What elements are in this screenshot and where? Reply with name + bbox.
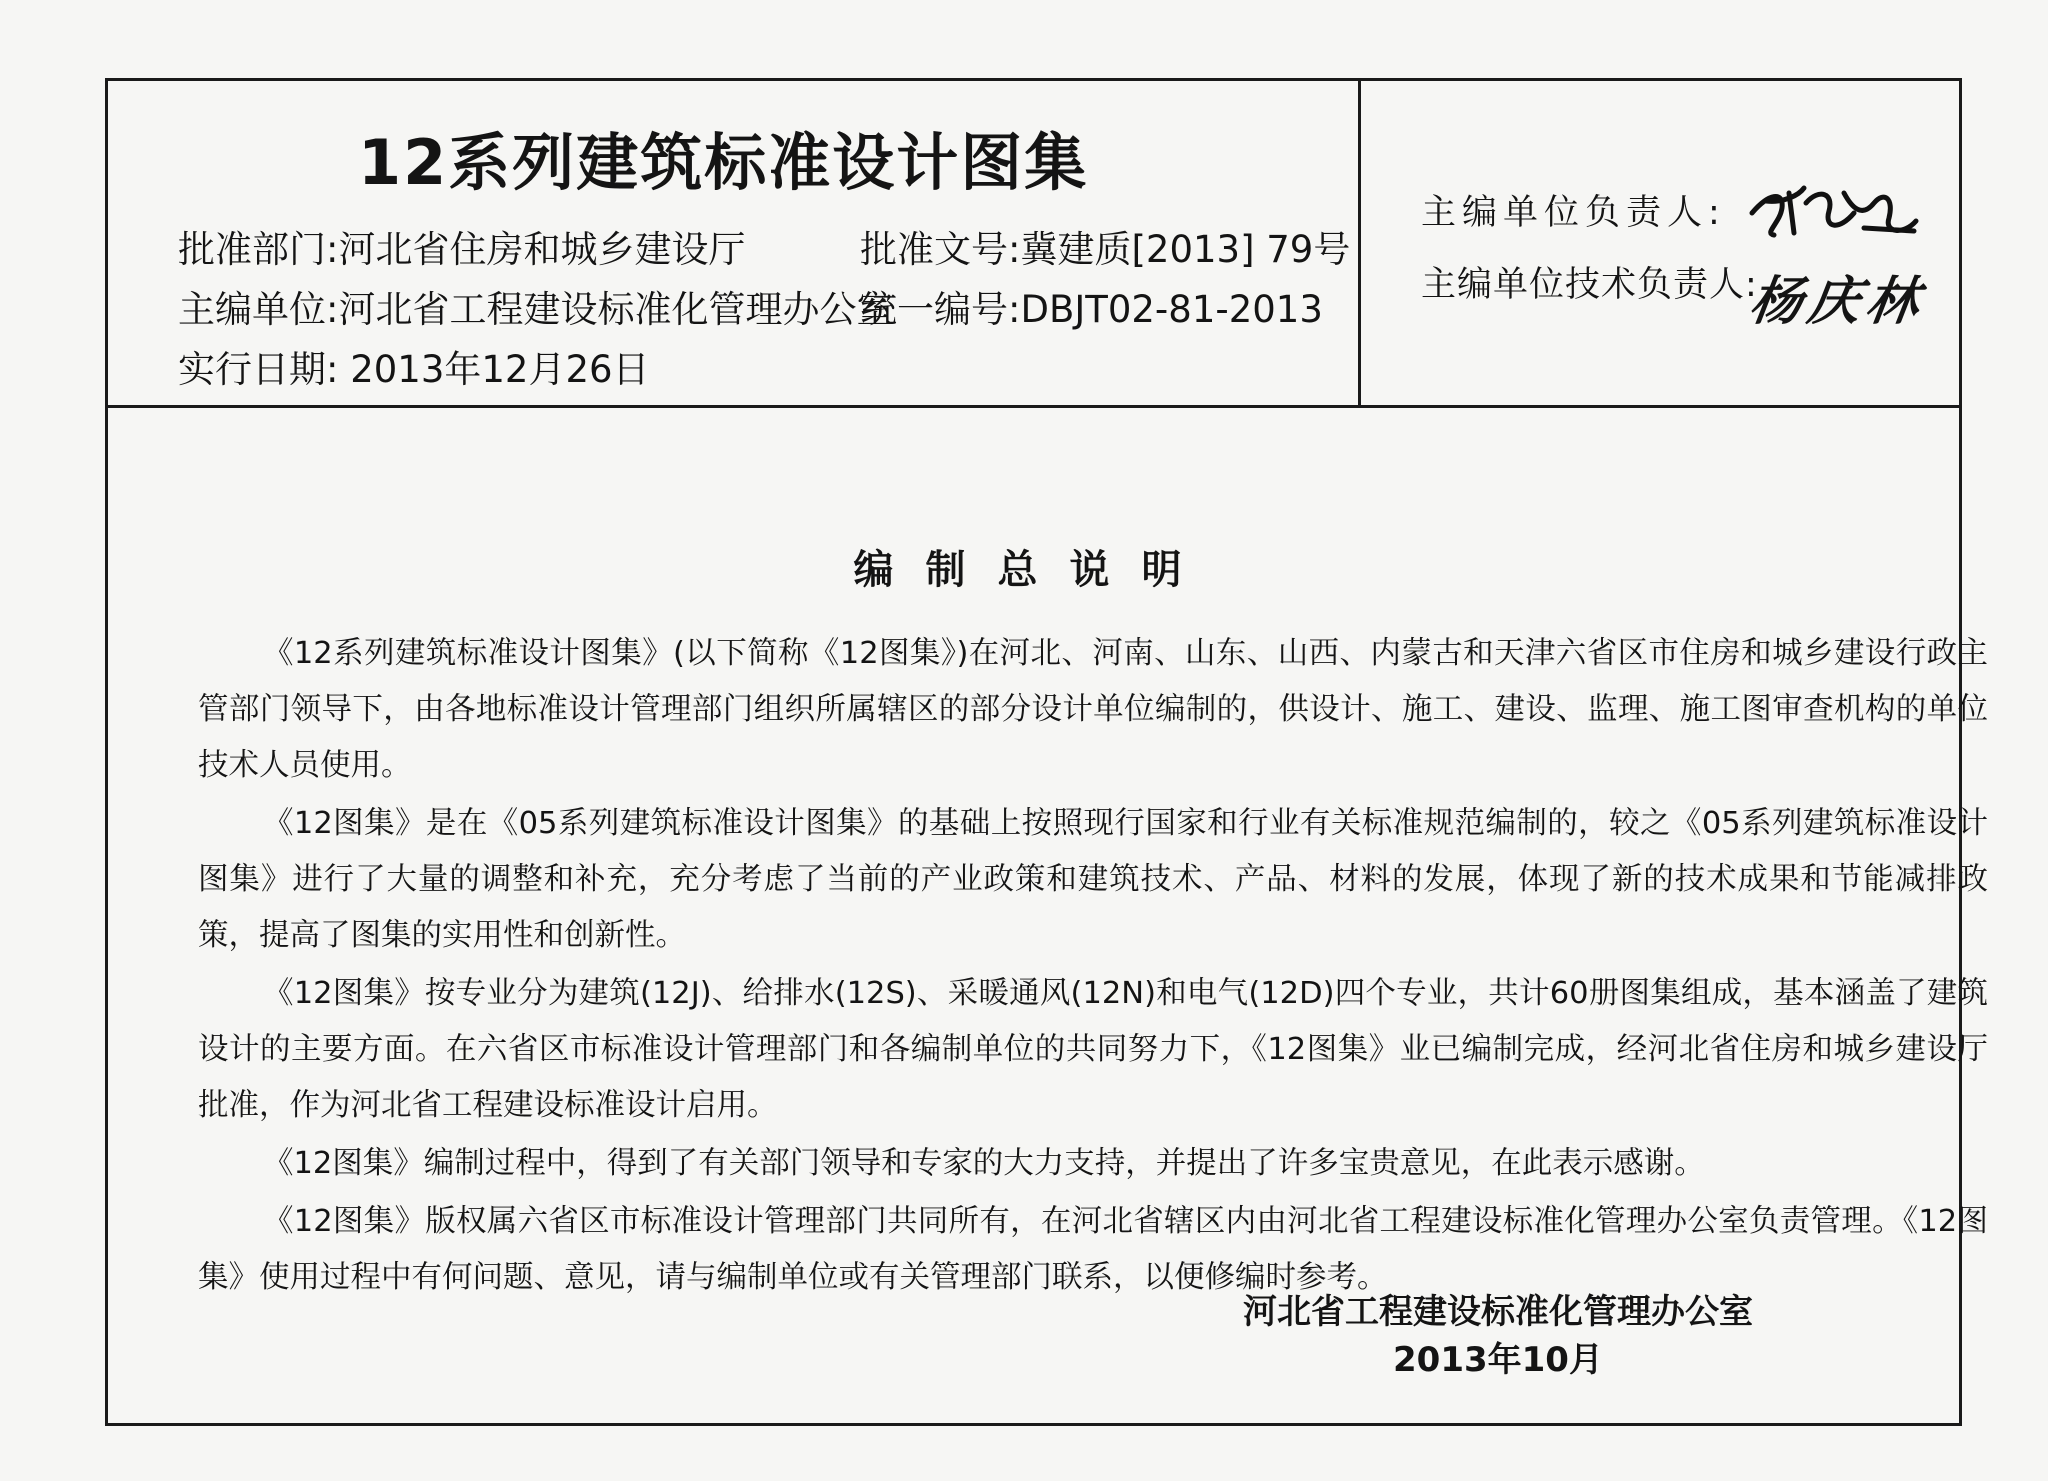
paragraph: 《12系列建筑标准设计图集》(以下简称《12图集》)在河北、河南、山东、山西、内蒙古和天津六省区市住房和城乡建设行政主管部门领导下，由各地标准设计管理部门组织所属辖区的部分设计单位编制的，供设计、施工、建设、监理、施工图审查机构的单位技术人员使用。 (198, 636, 1988, 783)
title-block (108, 81, 1959, 408)
document-frame (105, 78, 1988, 1426)
approval-doc: 批准文号:冀建质[2013] 79号 (860, 228, 1351, 271)
unified-number: 统一编号:DBJT02-81-2013 (860, 288, 1323, 331)
paragraph-list (198, 626, 1988, 1308)
approval-dept: 批准部门:河北省住房和城乡建设厅 (178, 228, 746, 271)
paragraph: 《12图集》版权属六省区市标准设计管理部门共同所有，在河北省辖区内由河北省工程建设标准化管理办公室负责管理。《12图集》使用过程中有何问题、意见，请与编制单位或有关管理部门联系，以便修编时参考。 (198, 1204, 1988, 1295)
effective-date: 实行日期: 2013年12月26日 (178, 348, 650, 391)
paragraph: 《12图集》按专业分为建筑(12J)、给排水(12S)、采暖通风(12N)和电气(12D)四个专业，共计60册图集组成，基本涵盖了建筑设计的主要方面。在六省区市标准设计管理部门和各编制单位的共同努力下，《12图集》业已编制完成，经河北省住房和城乡建设厅批准，作为河北省工程建设标准设计启用。 (198, 976, 1988, 1123)
responsible-persons (1358, 81, 1959, 405)
chief-unit: 主编单位:河北省工程建设标准化管理办公室 (178, 288, 894, 331)
section-title: 编制总说明 (853, 547, 1214, 593)
signoff-org: 河北省工程建设标准化管理办公室 (1243, 1292, 1753, 1332)
tech-head-label: 主编单位技术负责人: (1421, 265, 1758, 305)
title-block-info (108, 81, 1358, 405)
tech-head-signature: 杨庆林 (1746, 271, 1929, 332)
unit-head-signature (1744, 173, 1924, 243)
paragraph: 《12图集》编制过程中，得到了有关部门领导和专家的大力支持，并提出了许多宝贵意见，在此表示感谢。 (263, 1146, 1705, 1181)
paragraph: 《12图集》是在《05系列建筑标准设计图集》的基础上按照现行国家和行业有关标准规范编制的，较之《05系列建筑标准设计图集》进行了大量的调整和补充，充分考虑了当前的产业政策和建筑技术、产品、材料的发展，体现了新的技术成果和节能减排政策，提高了图集的实用性和创新性。 (198, 806, 1988, 953)
signoff (1238, 1288, 1758, 1384)
explanation-section (108, 408, 1988, 1423)
unit-head-label: 主编单位负责人: (1421, 193, 1726, 233)
signoff-date: 2013年10月 (1393, 1340, 1603, 1380)
document-title: 12系列建筑标准设计图集 (358, 126, 1089, 199)
